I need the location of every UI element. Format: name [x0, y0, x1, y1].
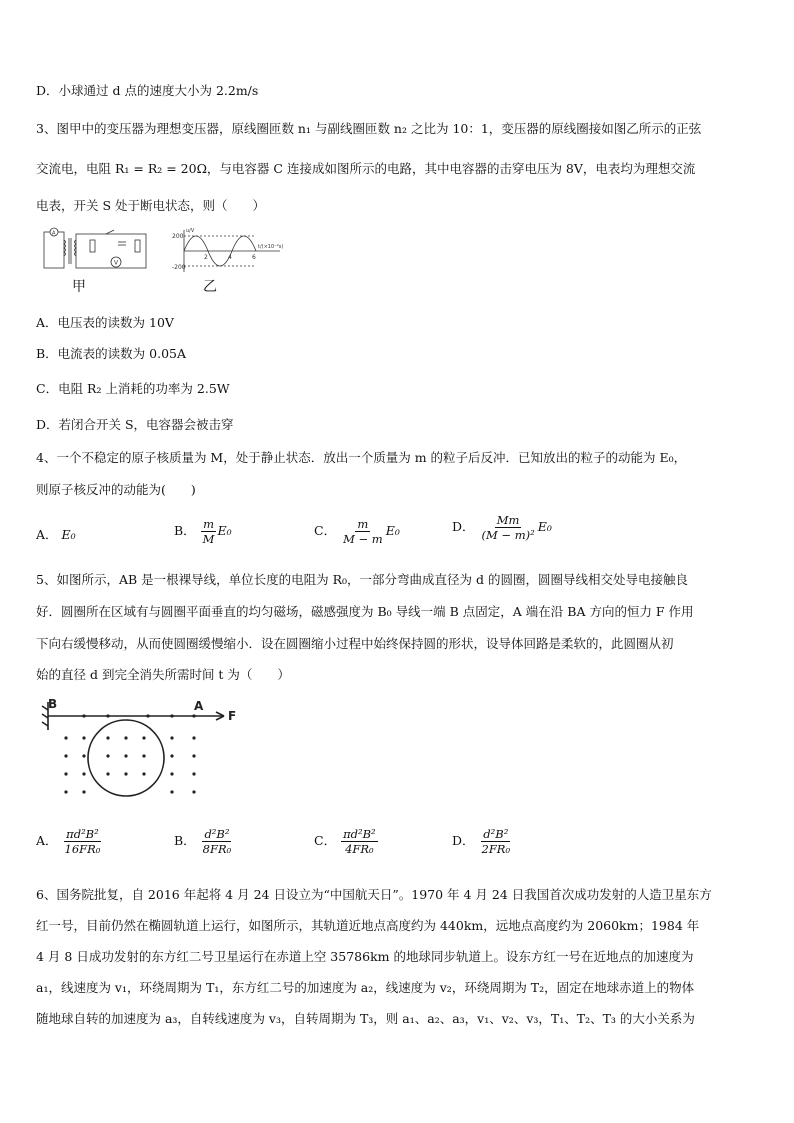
- q4-option-b-fraction: $\frac{m}{M}$: [202, 517, 215, 546]
- q4-option-d-fraction: $\frac{Mm}{\text{(M − m)²}}$: [481, 513, 535, 542]
- q3-stem-line2: 交流电，电阻 R₁ = R₂ = 20Ω，与电容器 C 连接成如图所示的电路，其中电容器的击穿电压为 8V，电表均为理想交流: [36, 161, 696, 176]
- x-tick-2: 2: [204, 254, 208, 261]
- q5-stem-line3: 下向右缓慢移动，从而使圆圈缓慢缩小．设在圆圈缩小过程中始终保持圆的形状，设导体回路是柔软的，此圆圈从初: [36, 636, 674, 651]
- q5-stem-line1: 5、如图所示，AB 是一根裸导线，单位长度的电阻为 R₀，一部分弯曲成直径为 d 的圆圈，圆圈导线相交处导电接触良: [36, 572, 688, 587]
- q4-option-a-letter: A．: [36, 527, 58, 542]
- fig-yi-label: 乙: [203, 279, 217, 295]
- q6-stem-line2: 红一号，目前仍然在椭圆轨道上运行，如图所示，其轨道近地点高度约为 440km，远地点高度约为 2060km；1984 年: [36, 918, 700, 933]
- q4-option-c-letter: C．: [314, 523, 337, 538]
- y-min-tick: -200: [172, 264, 186, 271]
- q2-option-d: D．小球通过 d 点的速度大小为 2.2m/s: [36, 83, 259, 98]
- q5-option-d: [452, 827, 513, 856]
- q5-option-c-letter: C．: [314, 833, 337, 848]
- q5-option-c-fraction: $\frac{\text{πd²B²}}{\text{4FR₀}}$: [343, 827, 376, 856]
- y-unit: u/V: [186, 228, 195, 234]
- point-b-label: B: [48, 697, 58, 711]
- q4-stem-line2: 则原子核反冲的动能为( ): [36, 482, 196, 497]
- sine-wave-graph: [172, 226, 284, 276]
- q4-option-b: B． $\frac{m}{M}$ E₀: [174, 517, 232, 546]
- q3-option-a: A．电压表的读数为 10V: [36, 315, 174, 330]
- x-tick-6: 6: [252, 254, 256, 261]
- q5-option-b-letter: B．: [174, 833, 196, 848]
- y-max-tick: 200: [172, 233, 184, 240]
- q3-stem-line1: 3、图甲中的变压器为理想变压器，原线圈匝数 n₁ 与副线圈匝数 n₂ 之比为 10：1，变压器的原线圈接如图乙所示的正弦: [36, 121, 702, 136]
- q5-stem-line2: 好．圆圈所在区域有与圆圈平面垂直的均匀磁场，磁感强度为 B₀ 导线一端 B 点固定，A 端在沿 BA 方向的恒力 F 作用: [36, 604, 694, 619]
- q6-stem-line1: 6、国务院批复，自 2016 年起将 4 月 24 日设立为“中国航天日”。1970 年 4 月 24 日我国首次成功发射的人造卫星东方: [36, 887, 712, 902]
- q5-option-c: [314, 827, 379, 856]
- q4-option-a: [36, 525, 76, 543]
- q6-stem-line4: a₁，线速度为 v₁，环绕周期为 T₁，东方红二号的加速度为 a₂，线速度为 v₂，环绕周期为 T₂，固定在地球赤道上的物体: [36, 980, 695, 995]
- q3-option-d: D．若闭合开关 S，电容器会被击穿: [36, 417, 234, 432]
- wire-loop-field-diagram: [38, 694, 248, 814]
- q4-stem-line1: 4、一个不稳定的原子核质量为 M，处于静止状态．放出一个质量为 m 的粒子后反冲．已知放出的粒子的动能为 E₀，: [36, 450, 687, 465]
- q4-option-d: D． $\frac{Mm}{\text{(M − m)²}}$ E₀: [452, 513, 552, 542]
- q3-stem-line3: 电表，开关 S 处于断电状态，则（ ）: [36, 198, 266, 213]
- q5-option-d-fraction: $\frac{\text{d²B²}}{\text{2FR₀}}$: [481, 827, 511, 856]
- svg-text:V: V: [114, 259, 119, 267]
- q5-option-b-fraction: $\frac{\text{d²B²}}{\text{8FR₀}}$: [202, 827, 232, 856]
- force-f-label: F: [228, 709, 237, 723]
- q6-stem-line5: 随地球自转的加速度为 a₃，自转线速度为 v₃，自转周期为 T₃，则 a₁、a₂、a₃，v₁、v₂、v₃，T₁、T₂、T₃ 的大小关系为: [36, 1011, 695, 1026]
- q5-option-b: [174, 827, 234, 856]
- q6-stem-line3: 4 月 8 日成功发射的东方红二号卫星运行在赤道上空 35786km 的地球同步轨道上。设东方红一号在近地点的加速度为: [36, 949, 694, 964]
- q5-option-d-letter: D．: [452, 833, 475, 848]
- fig-jia-label: 甲: [72, 279, 86, 295]
- q4-option-a-expr: E₀: [61, 527, 76, 542]
- q5-option-a-letter: A．: [36, 833, 58, 848]
- point-a-label: A: [194, 699, 204, 713]
- q5-option-a-fraction: $\frac{\text{πd²B²}}{\text{16FR₀}}$: [64, 827, 101, 856]
- q3-option-c: C．电阻 R₂ 上消耗的功率为 2.5W: [36, 381, 230, 396]
- q4-option-b-letter: B．: [174, 523, 196, 538]
- q5-option-a: [36, 827, 103, 856]
- q4-option-c: C． $\frac{m}{M - m}$ E₀: [314, 517, 400, 546]
- q4-option-d-letter: D．: [452, 519, 475, 534]
- x-unit: t/(×10⁻²s): [258, 244, 284, 250]
- x-tick-4: 4: [228, 254, 232, 261]
- transformer-circuit-diagram: [38, 226, 158, 276]
- q4-option-c-fraction: $\frac{m}{M - m}$: [343, 517, 383, 546]
- svg-text:A: A: [52, 230, 56, 237]
- q5-stem-line4: 始的直径 d 到完全消失所需时间 t 为（ ）: [36, 667, 290, 682]
- q3-option-b: B．电流表的读数为 0.05A: [36, 346, 187, 361]
